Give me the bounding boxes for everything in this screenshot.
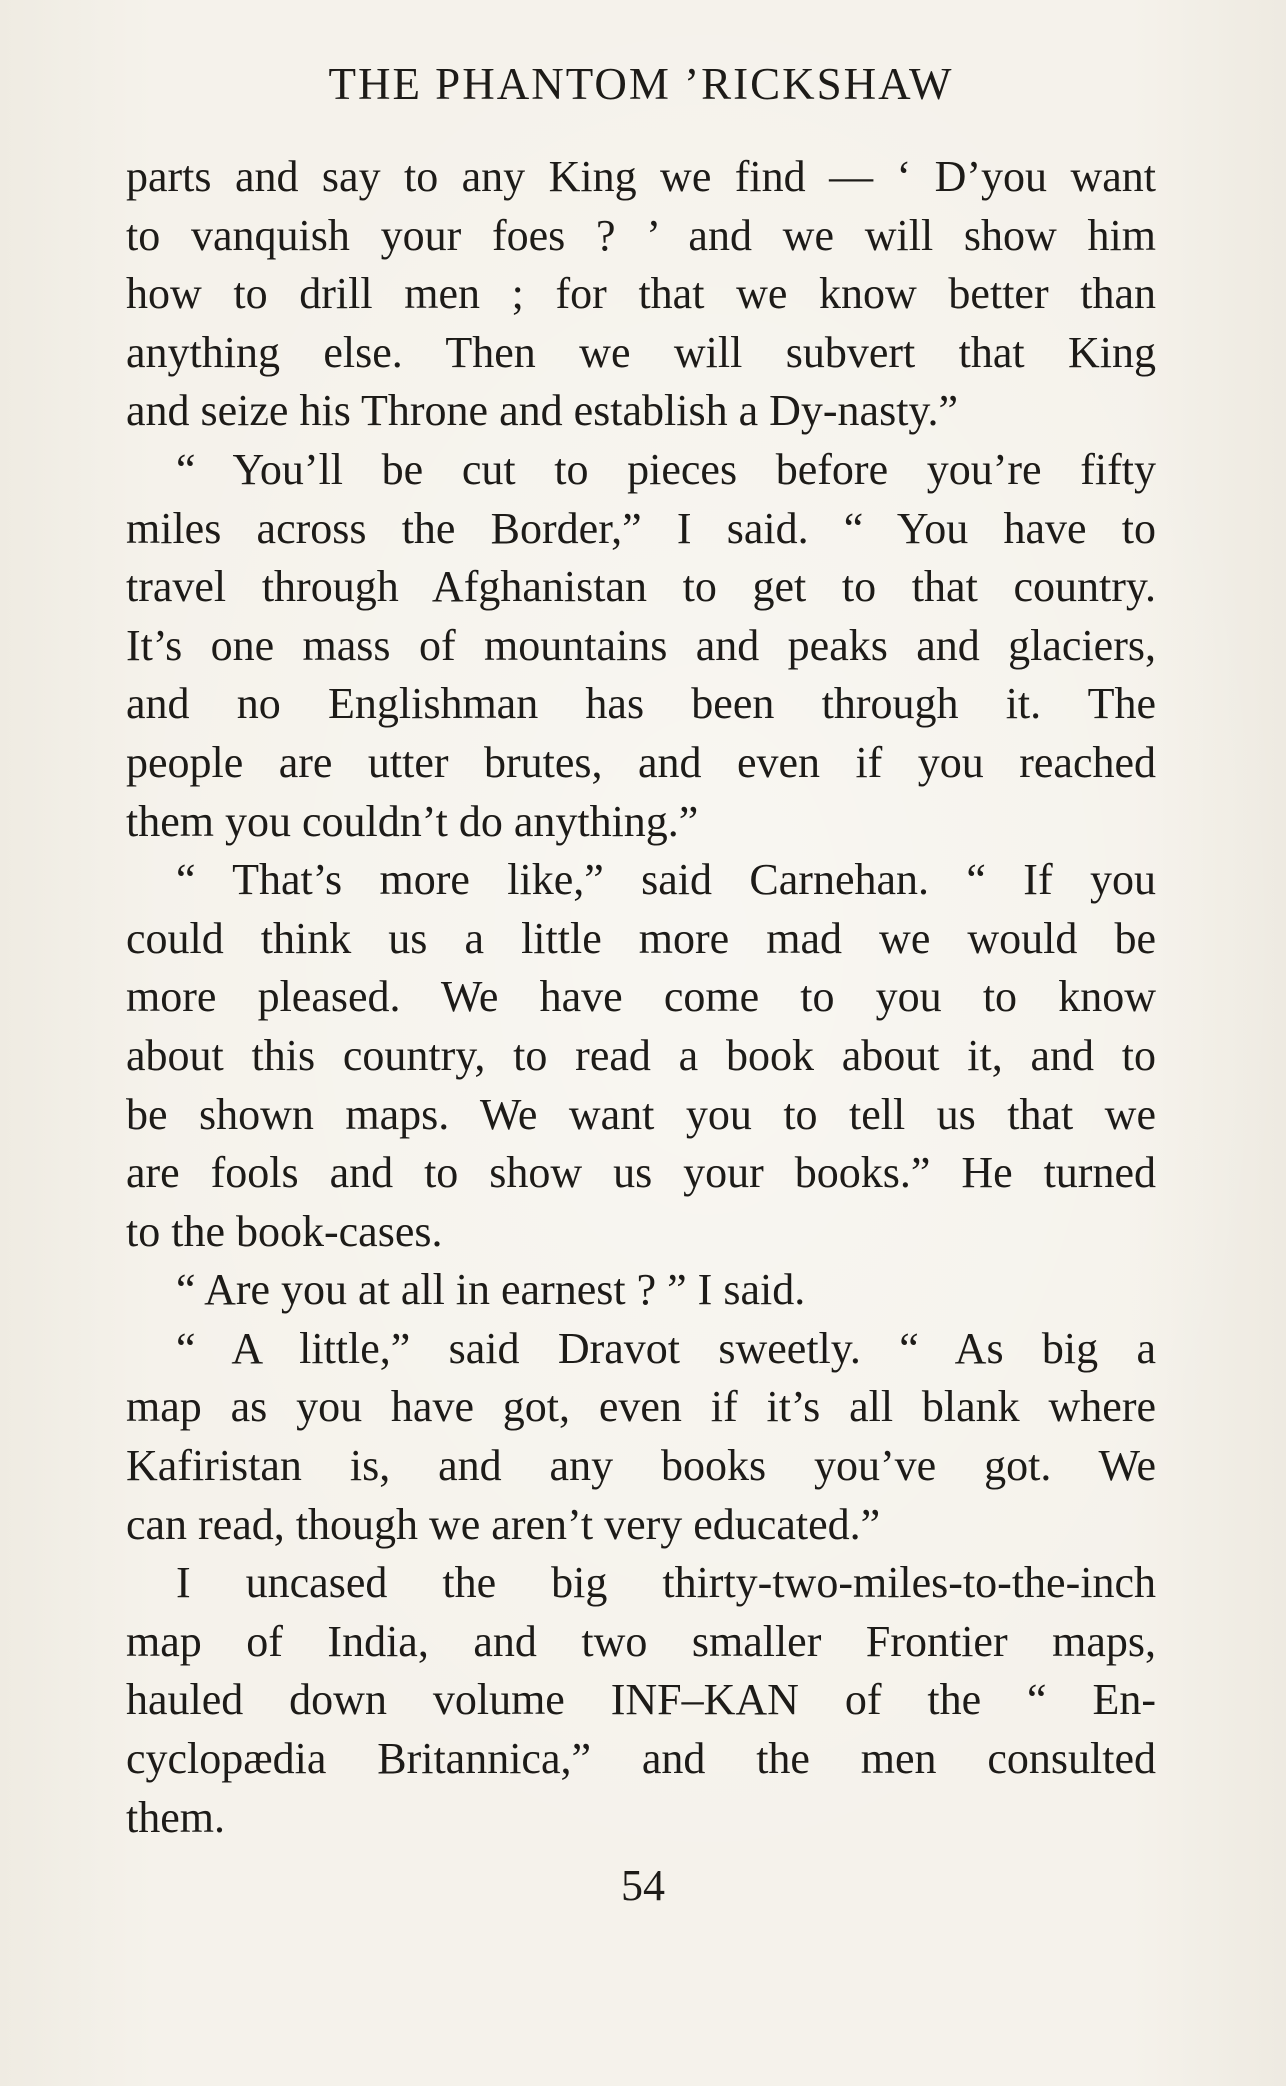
paragraph-3 (126, 851, 1156, 1261)
paragraph-6 (126, 1554, 1156, 1847)
text-line: I uncased the big thirty-two-miles-to-the-inch (176, 1558, 1156, 1608)
text-line: about this country, to read a book about it, and to (126, 1030, 1156, 1080)
body-text (126, 148, 1156, 1847)
text-line: map of India, and two smaller Frontier maps, (126, 1616, 1156, 1666)
text-line: anything else. Then we will subvert that King (126, 327, 1156, 377)
text-line: map as you have got, even if it’s all blank where (126, 1382, 1156, 1432)
text-line: It’s one mass of mountains and peaks and glaciers, (126, 620, 1156, 670)
text-line: miles across the Border,” I said. “ You have to (126, 503, 1156, 553)
text-line: are fools and to show us your books.” He turned (126, 1148, 1156, 1198)
text-line: could think us a little more mad we would be (126, 913, 1156, 963)
paragraph-1 (126, 148, 1156, 441)
text-line: “ You’ll be cut to pieces before you’re fifty (176, 444, 1156, 494)
text-line: to vanquish your foes ? ’ and we will show him (126, 210, 1156, 260)
text-line: Kafiristan is, and any books you’ve got. We (126, 1441, 1156, 1491)
text-line: “ Are you at all in earnest ? ” I said. (176, 1265, 806, 1315)
text-line: “ That’s more like,” said Carnehan. “ If you (176, 855, 1156, 905)
text-line: be shown maps. We want you to tell us that we (126, 1089, 1156, 1139)
text-line: “ A little,” said Dravot sweetly. “ As big a (176, 1323, 1156, 1373)
text-line: them you couldn’t do anything.” (126, 796, 699, 846)
text-line: and no Englishman has been through it. The (126, 679, 1156, 729)
text-line: people are utter brutes, and even if you reached (126, 737, 1156, 787)
text-line: and seize his Throne and establish a Dy-nasty.” (126, 386, 959, 436)
text-line: to the book-cases. (126, 1206, 443, 1256)
text-line: how to drill men ; for that we know better than (126, 269, 1156, 319)
text-line: cyclopædia Britannica,” and the men consulted (126, 1734, 1156, 1784)
page-number: 54 (621, 1861, 665, 1910)
text-line: them. (126, 1792, 225, 1842)
running-head: THE PHANTOM ’RICKSHAW (328, 59, 954, 109)
paragraph-2 (126, 441, 1156, 851)
text-line: travel through Afghanistan to get to that country. (126, 562, 1156, 612)
text-line: hauled down volume INF–KAN of the “ En- (126, 1675, 1156, 1725)
paragraph-4 (126, 1261, 1156, 1320)
text-line: can read, though we aren’t very educated.” (126, 1499, 881, 1549)
text-line: parts and say to any King we find — ‘ D’you want (126, 152, 1156, 201)
paragraph-5 (126, 1320, 1156, 1554)
text-line: more pleased. We have come to you to know (126, 972, 1156, 1022)
